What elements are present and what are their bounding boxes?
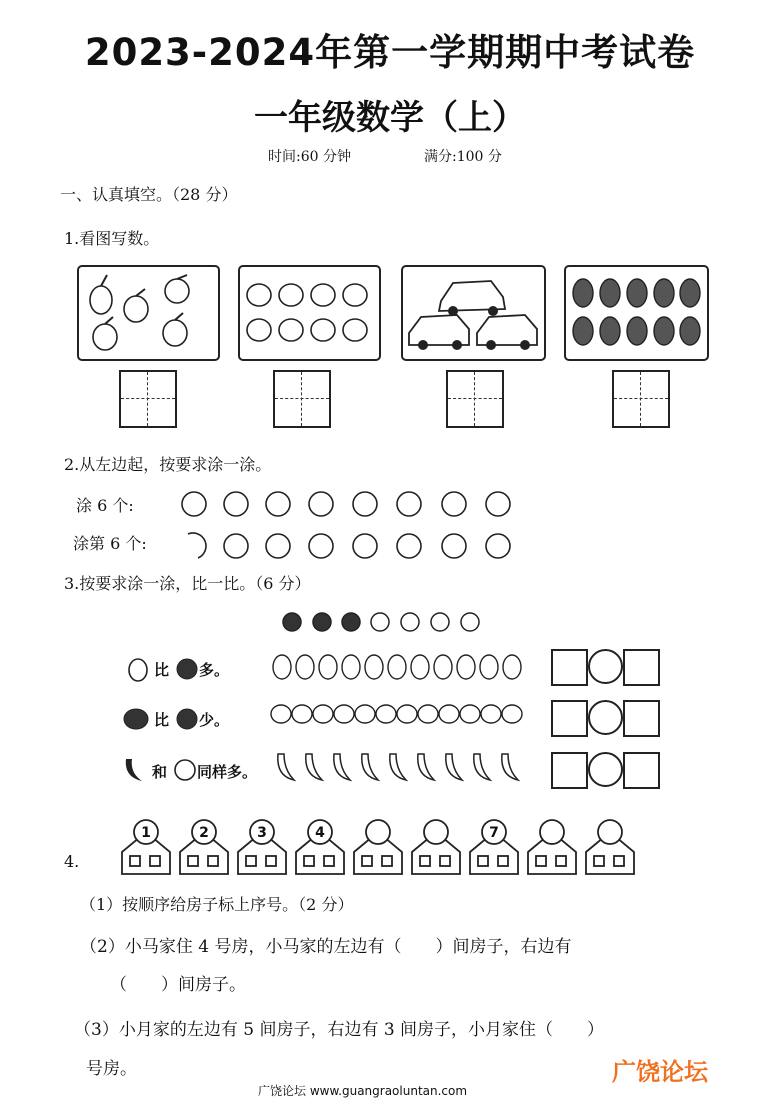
house-number[interactable]: 3 [257, 825, 267, 841]
q3-row3-box-left[interactable] [551, 752, 588, 789]
q3-row2-result: 少。 [199, 711, 230, 729]
q3-row2-box-right[interactable] [623, 700, 660, 737]
q3-row1-box-left[interactable] [551, 649, 588, 686]
q2-row1-label: 涂 6 个: [76, 496, 134, 515]
radish-picture [77, 265, 220, 361]
cabbage-icon [566, 267, 707, 359]
question-1-label: 1.看图写数。 [64, 229, 160, 248]
q4-sub1: （1）按顺序给房子标上序号。（2 分） [80, 895, 354, 914]
exam-time: 时间:60 分钟 [268, 149, 351, 165]
q3-row2-box-left[interactable] [551, 700, 588, 737]
q3-row1-circle[interactable] [588, 649, 623, 684]
house-number[interactable]: 2 [199, 825, 209, 841]
footer-site: 广饶论坛 www.guangraoluntan.com [258, 1084, 468, 1098]
q3-row1-compare: 比 [154, 661, 170, 679]
answer-grid-car[interactable] [446, 370, 504, 428]
house-icon [586, 820, 634, 874]
exam-score: 满分:100 分 [424, 149, 502, 165]
answer-grid-radish[interactable] [119, 370, 177, 428]
cabbage-picture [564, 265, 709, 361]
apple-icon [174, 704, 200, 732]
radish-icon [79, 267, 218, 359]
q4-sub2-line1: （2）小马家住 4 号房，小马家的左边有（ ）间房子，右边有 [80, 937, 572, 957]
q4-sub3-line2: 号房。 [86, 1059, 137, 1079]
house-icon [412, 820, 460, 874]
house-number[interactable]: 7 [489, 825, 499, 841]
banana-row[interactable] [272, 750, 534, 786]
apple-icon [172, 755, 198, 783]
peach-picture [238, 265, 381, 361]
answer-grid-cabbage[interactable] [612, 370, 670, 428]
apple-icon [174, 654, 200, 682]
peach-icon [240, 267, 379, 359]
q3-row3-box-right[interactable] [623, 752, 660, 789]
q4-sub3-line1: （3）小月家的左边有 5 间房子，右边有 3 间房子，小月家住（ ） [74, 1020, 605, 1040]
page-title: 2023-2024年第一学期期中考试卷 [84, 31, 696, 74]
q3-row3-compare: 和 [152, 763, 168, 781]
q3-row3-circle[interactable] [588, 752, 623, 787]
pear-row[interactable] [270, 650, 532, 682]
q3-row3-result: 同样多。 [197, 763, 258, 781]
car-picture [401, 265, 546, 361]
banana-icon [120, 755, 148, 785]
question-4-label: 4. [64, 852, 80, 871]
reference-apples [280, 607, 490, 637]
question-2-label: 2.从左边起，按要求涂一涂。 [64, 455, 272, 474]
q3-row1-result: 多。 [199, 661, 230, 679]
q4-sub2-line2: （ ）间房子。 [110, 975, 246, 995]
answer-grid-peach[interactable] [273, 370, 331, 428]
pear-icon [124, 654, 154, 684]
car-icon [403, 267, 544, 359]
house-row [118, 816, 638, 878]
house-icon [354, 820, 402, 874]
house-number[interactable]: 4 [315, 825, 325, 841]
question-3-label: 3.按要求涂一涂，比一比。（6 分） [64, 574, 311, 593]
q3-row2-compare: 比 [154, 711, 170, 729]
q3-row2-circle[interactable] [588, 700, 623, 735]
house-number[interactable]: 1 [141, 825, 151, 841]
site-logo: 广饶论坛 [612, 1058, 708, 1086]
house-icon [528, 820, 576, 874]
page-subtitle: 一年级数学（上） [254, 98, 526, 138]
q3-row1-box-right[interactable] [623, 649, 660, 686]
apple-rows[interactable] [176, 486, 526, 562]
q2-row2-label: 涂第 6 个: [73, 534, 147, 553]
peach-row[interactable] [270, 700, 532, 728]
section-heading: 一、认真填空。（28 分） [60, 185, 238, 204]
peach-small-icon [120, 704, 152, 732]
